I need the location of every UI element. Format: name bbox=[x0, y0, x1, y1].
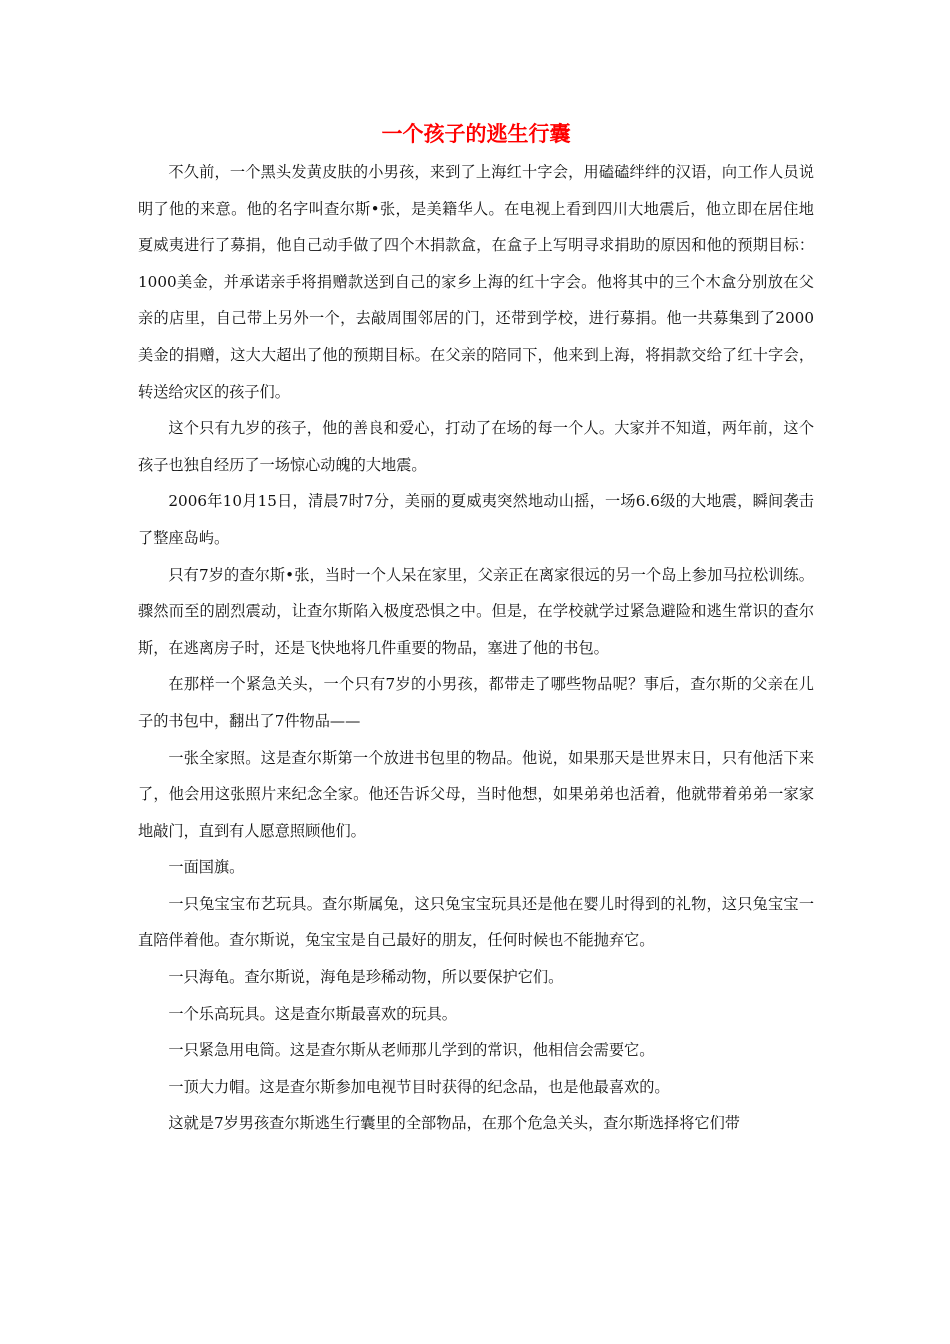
paragraph-2: 这个只有九岁的孩子，他的善良和爱心，打动了在场的每一个人。大家并不知道，两年前，这个孩子也独自经历了一场惊心动魄的大地震。 bbox=[138, 419, 814, 474]
document-page bbox=[138, 116, 814, 1142]
document-title: 一个孩子的逃生行囊 bbox=[381, 122, 571, 146]
paragraph-5: 在那样一个紧急关头，一个只有7岁的小男孩，都带走了哪些物品呢？事后，查尔斯的父亲在儿子的书包中，翻出了7件物品—— bbox=[138, 675, 814, 730]
paragraph-13: 这就是7岁男孩查尔斯逃生行囊里的全部物品，在那个危急关头，查尔斯选择将它们带 bbox=[168, 1114, 740, 1133]
paragraph-8: 一只兔宝宝布艺玩具。查尔斯属兔，这只兔宝宝玩具还是他在婴儿时得到的礼物，这只兔宝宝一直陪伴着他。查尔斯说，兔宝宝是自己最好的朋友，任何时候也不能抛弃它。 bbox=[138, 894, 814, 950]
paragraph-11: 一只紧急用电筒。这是查尔斯从老师那儿学到的常识，他相信会需要它。 bbox=[168, 1041, 655, 1060]
paragraph-9: 一只海龟。查尔斯说，海龟是珍稀动物，所以要保护它们。 bbox=[168, 968, 564, 987]
paragraph-7: 一面国旗。 bbox=[168, 858, 245, 877]
paragraph-4: 只有7岁的查尔斯•张，当时一个人呆在家里，父亲正在离家很远的另一个岛上参加马拉松训练。骤然而至的剧烈震动，让查尔斯陷入极度恐惧之中。但是，在学校就学过紧急避险和逃生常识的查尔斯，在逃离房子时，还是飞快地将几件重要的物品，塞进了他的书包。 bbox=[138, 565, 814, 657]
paragraph-3: 2006年10月15日，清晨7时7分，美丽的夏威夷突然地动山摇，一场6.6级的大地震，瞬间袭击了整座岛屿。 bbox=[138, 492, 814, 547]
paragraph-6: 一张全家照。这是查尔斯第一个放进书包里的物品。他说，如果那天是世界末日，只有他活下来了，他会用这张照片来纪念全家。他还告诉父母，当时他想，如果弟弟也活着，他就带着弟弟一家家地敲门，直到有人愿意照顾他们。 bbox=[138, 748, 814, 840]
paragraph-10: 一个乐高玩具。这是查尔斯最喜欢的玩具。 bbox=[168, 1004, 457, 1023]
paragraph-1: 不久前，一个黑头发黄皮肤的小男孩，来到了上海红十字会，用磕磕绊绊的汉语，向工作人员说明了他的来意。他的名字叫查尔斯•张，是美籍华人。在电视上看到四川大地震后，他立即在居住地夏威夷进行了募捐，他自己动手做了四个木捐款盒，在盒子上写明寻求捐助的原因和他的预期目标：1000美金，并承诺亲手将捐赠款送到自己的家乡上海的红十字会。他将其中的三个木盒分别放在父亲的店里，自己带上另外一个，去敲周围邻居的门，还带到学校，进行募捐。他一共募集到了2000美金的捐赠，这大大超出了他的预期目标。在父亲的陪同下，他来到上海，将捐款交给了红十字会，转送给灾区的孩子们。 bbox=[138, 163, 814, 401]
paragraph-12: 一顶大力帽。这是查尔斯参加电视节目时获得的纪念品，也是他最喜欢的。 bbox=[168, 1077, 670, 1096]
